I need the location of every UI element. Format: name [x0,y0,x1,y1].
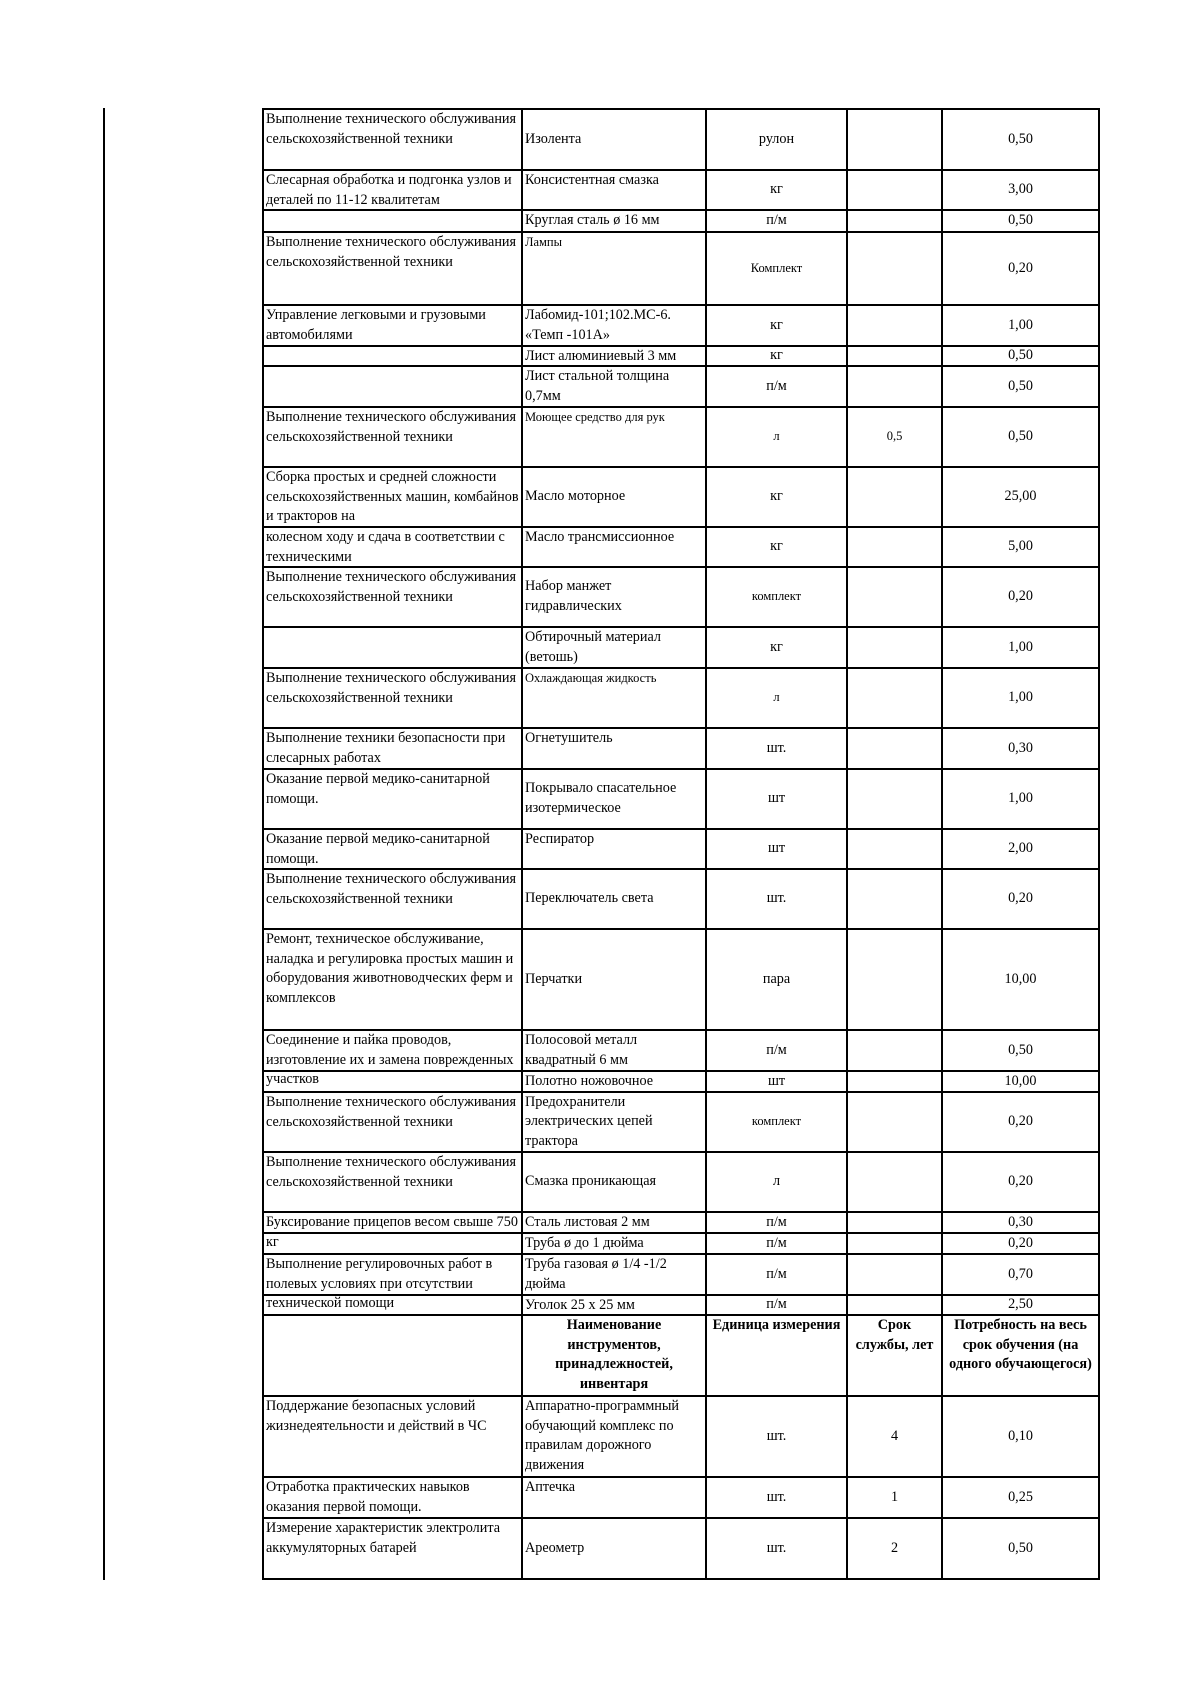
cell-text: комплект [751,1114,802,1129]
cell-text: Полотно ножовочное [525,1073,654,1089]
cell-text: п/м [766,1265,787,1282]
cell-text: 0,20 [1008,1113,1033,1130]
item-name-cell [521,306,705,345]
cell-text: Переключатель света [525,890,654,907]
cell-text: 10,00 [1004,970,1037,987]
service-life-cell [846,1031,941,1070]
service-life-cell [846,830,941,868]
activity-cell [264,528,521,566]
cell-text: шт. [766,1488,787,1505]
service-life-cell [846,110,941,169]
quantity-cell [941,1478,1098,1517]
margin-line [103,108,105,1580]
service-life-cell [846,408,941,466]
cell-text: шт. [766,890,787,907]
service-life-cell [846,468,941,526]
cell-text: 1,00 [1008,790,1033,807]
quantity-cell [941,1397,1098,1476]
quantity-cell [941,1153,1098,1211]
cell-text: шт [767,840,786,857]
cell-text: шт [767,790,786,807]
cell-text: 0,50 [1008,1539,1033,1556]
cell-text: Комплект [750,260,803,275]
activity-cell [264,1153,521,1211]
cell-text: шт [767,1072,786,1089]
activity-cell [264,306,521,345]
table-row [264,626,1098,667]
cell-text: 0,20 [1008,259,1033,276]
quantity-cell [941,1093,1098,1151]
cell-text: п/м [766,1296,787,1313]
cell-text: Поддержание безопасных условий жизнедеятельности и действий в ЧС [266,1398,487,1434]
table-row [264,1294,1098,1314]
table-row [264,406,1098,466]
cell-text: л [773,690,780,705]
cell-text: 2,00 [1008,840,1033,857]
activity-cell [264,367,521,406]
cell-text: колесном ходу и сдача в соответствии с техническими [266,529,505,565]
unit-cell [705,669,846,727]
table-row [264,110,1098,169]
table-row [264,466,1098,526]
unit-cell [705,870,846,928]
cell-text: кг [770,316,783,333]
item-name-cell [521,1478,705,1517]
item-name-cell [521,568,705,626]
cell-text: пара [762,970,791,987]
table-row [264,1232,1098,1253]
cell-text: шт. [766,1539,787,1556]
unit-cell [705,1316,846,1395]
cell-text: 0,20 [1008,588,1033,605]
unit-cell [705,1478,846,1517]
unit-cell [705,1519,846,1578]
cell-text: Оказание первой медико-санитарной помощи. [266,771,490,807]
table-row [264,566,1098,626]
quantity-cell [941,1213,1098,1232]
cell-text: Выполнение технического обслуживания сельскохозяйственной техники [266,409,517,445]
activity-cell [264,1519,521,1578]
cell-text: 0,10 [1008,1427,1033,1444]
service-life-cell [846,528,941,566]
item-name-cell [521,347,705,365]
table-row [264,1091,1098,1151]
unit-cell [705,770,846,828]
table-row [264,345,1098,365]
cell-text: шт. [766,739,787,756]
cell-text: Выполнение технического обслуживания сельскохозяйственной техники [266,871,517,907]
quantity-cell [941,669,1098,727]
unit-cell [705,347,846,365]
table-row [264,169,1098,209]
service-life-cell [846,1213,941,1232]
service-life-cell [846,1255,941,1294]
activity-cell [264,1478,521,1517]
unit-cell [705,830,846,868]
table-row [264,828,1098,868]
activity-cell [264,408,521,466]
quantity-cell [941,1072,1098,1091]
unit-cell [705,171,846,209]
cell-text: Соединение и пайка проводов, изготовление их и замена поврежденных участков [266,1032,514,1088]
activity-cell [264,1072,521,1091]
cell-text: п/м [766,1234,787,1251]
service-life-cell [846,367,941,406]
activity-cell [264,628,521,667]
unit-cell [705,367,846,406]
cell-text: рулон [758,130,795,147]
unit-cell [705,1031,846,1070]
quantity-cell [941,306,1098,345]
cell-text: 0,20 [1008,1173,1033,1190]
item-name-cell [521,408,705,466]
quantity-cell [941,408,1098,466]
item-name-cell [521,528,705,566]
unit-cell [705,729,846,768]
table-row [264,928,1098,1029]
service-life-cell [846,1519,941,1578]
cell-text: 1,00 [1008,689,1033,706]
activity-cell [264,347,521,365]
service-life-cell [846,930,941,1029]
table-row [264,1476,1098,1517]
cell-text: 5,00 [1008,538,1033,555]
cell-text: Выполнение технического обслуживания сельскохозяйственной техники [266,1094,517,1130]
quantity-cell [941,528,1098,566]
table-row [264,868,1098,928]
cell-text: Наименование инструментов, принадлежностей, инвентаря [555,1317,673,1392]
service-life-cell [846,1316,941,1395]
service-life-cell [846,1234,941,1253]
cell-text: Изолента [525,130,582,147]
item-name-cell [521,1519,705,1578]
table-row [264,231,1098,304]
cell-text: Предохранители электрических цепей трактора [525,1093,653,1149]
cell-text: Единица измерения [712,1317,841,1333]
unit-cell [705,1072,846,1091]
cell-text: Респиратор [525,831,595,847]
cell-text: кг [770,181,783,198]
service-life-cell [846,870,941,928]
cell-text: Сталь листовая 2 мм [525,1214,650,1230]
cell-text: Выполнение технического обслуживания сельскохозяйственной техники [266,1154,517,1190]
table-row [264,304,1098,345]
quantity-cell [941,1255,1098,1294]
cell-text: Ремонт, техническое обслуживание, наладка и регулировка простых машин и оборудования животноводческих ферм и комплексов [266,931,514,1006]
cell-text: Огнетушитель [525,730,613,746]
quantity-cell [941,110,1098,169]
cell-text: Слесарная обработка и подгонка узлов и деталей по 11-12 квалитетам [266,172,512,208]
activity-cell [264,1031,521,1088]
item-name-cell [521,110,705,169]
table-row [264,365,1098,406]
quantity-cell [941,930,1098,1029]
cell-text: 0,50 [1008,377,1033,394]
unit-cell [705,568,846,626]
unit-cell [705,528,846,566]
activity-cell [264,830,521,868]
cell-text: 0,50 [1008,212,1033,229]
activity-cell [264,1234,521,1253]
cell-text: 1,00 [1008,638,1033,655]
unit-cell [705,1093,846,1151]
quantity-cell [941,870,1098,928]
unit-cell [705,211,846,231]
cell-text: 0,25 [1008,1488,1033,1505]
quantity-cell [941,770,1098,828]
cell-text: 0,50 [1008,1041,1033,1058]
cell-text: 0,20 [1008,1234,1033,1251]
table-row [264,1151,1098,1211]
cell-text: 3,00 [1008,181,1033,198]
service-life-cell [846,770,941,828]
unit-cell [705,1234,846,1253]
unit-cell [705,233,846,304]
cell-text: 0,70 [1008,1265,1033,1282]
cell-text: Оказание первой медико-санитарной помощи. [266,831,490,867]
table-row [264,727,1098,768]
unit-cell [705,1397,846,1476]
quantity-cell [941,367,1098,406]
cell-text: 0,50 [1008,347,1033,364]
cell-text: кг [770,638,783,655]
item-name-cell [521,1255,705,1294]
activity-cell [264,930,521,1029]
cell-text: 1 [890,1488,899,1505]
quantity-cell [941,233,1098,304]
cell-text: комплект [751,589,802,604]
cell-text: Моющее средство для рук [525,410,665,424]
cell-text: Выполнение технического обслуживания сельскохозяйственной техники [266,234,517,270]
cell-text: 4 [890,1427,899,1444]
quantity-cell [941,1316,1098,1395]
activity-cell [264,870,521,928]
item-name-cell [521,930,705,1029]
item-name-cell [521,729,705,768]
cell-text: Буксирование прицепов весом свыше 750 кг [266,1214,518,1250]
service-life-cell [846,729,941,768]
service-life-cell [846,347,941,365]
table-row [264,526,1098,566]
service-life-cell [846,1478,941,1517]
cell-text: Лабомид-101;102.МС-6. «Темп -101А» [525,307,671,343]
cell-text: кг [770,488,783,505]
unit-cell [705,1296,846,1314]
item-name-cell [521,1213,705,1232]
cell-text: Выполнение технического обслуживания сельскохозяйственной техники [266,111,517,147]
quantity-cell [941,729,1098,768]
unit-cell [705,628,846,667]
activity-cell [264,1255,521,1312]
cell-text: Выполнение технического обслуживания сельскохозяйственной техники [266,670,517,706]
cell-text: Масло трансмиссионное [525,529,675,545]
activity-cell [264,1296,521,1314]
service-life-cell [846,1153,941,1211]
quantity-cell [941,1031,1098,1070]
item-name-cell [521,1031,705,1070]
cell-text: п/м [766,1213,787,1230]
cell-text: п/м [766,377,787,394]
quantity-cell [941,211,1098,231]
cell-text: кг [770,538,783,555]
cell-text: Полосовой металл квадратный 6 мм [525,1032,638,1068]
service-life-cell [846,1072,941,1091]
cell-text: 2,50 [1008,1296,1033,1313]
service-life-cell [846,171,941,209]
activity-cell [264,1316,521,1395]
cell-text: Лампы [525,235,563,249]
activity-cell [264,1397,521,1476]
cell-text: Лист алюминиевый 3 мм [525,348,677,364]
item-name-cell [521,233,705,304]
activity-cell [264,233,521,304]
activity-cell [264,669,521,727]
item-name-cell [521,1316,705,1395]
unit-cell [705,1255,846,1294]
service-life-cell [846,568,941,626]
activity-cell [264,211,521,231]
cell-text: п/м [766,212,787,229]
cell-text: Срок службы, лет [855,1317,934,1353]
cell-text: Отработка практических навыков оказания первой помощи. [266,1479,470,1515]
cell-text: Масло моторное [525,488,626,505]
table-row [264,667,1098,727]
table-row [264,1070,1098,1091]
cell-text: кг [770,347,783,364]
activity-cell [264,770,521,828]
service-life-cell [846,1296,941,1314]
cell-text: л [772,1173,781,1190]
item-name-cell [521,211,705,231]
cell-text: 2 [890,1539,899,1556]
unit-cell [705,306,846,345]
unit-cell [705,110,846,169]
service-life-cell [846,233,941,304]
quantity-cell [941,830,1098,868]
item-name-cell [521,367,705,406]
cell-text: Лист стальной толщина 0,7мм [525,368,670,404]
cell-text: 0,30 [1008,1213,1033,1230]
cell-text: Потребность на весь срок обучения (на одного обучающегося) [949,1317,1092,1373]
cell-text: 25,00 [1004,488,1037,505]
service-life-cell [846,1397,941,1476]
cell-text: Уголок 25 х 25 мм [525,1297,635,1313]
activity-cell [264,1093,521,1151]
item-name-cell [521,1397,705,1476]
service-life-cell [846,306,941,345]
cell-text: Сборка простых и средней сложности сельскохозяйственных машин, комбайнов и тракторов на [266,469,519,525]
cell-text: Смазка проникающая [525,1173,657,1190]
cell-text: 0,50 [1008,428,1033,445]
cell-text: Управление легковыми и грузовыми автомобилями [266,307,486,343]
service-life-cell [846,628,941,667]
quantity-cell [941,568,1098,626]
cell-text: Аппаратно-программный обучающий комплекс по правилам дорожного движения [525,1398,680,1473]
item-name-cell [521,171,705,209]
item-name-cell [521,1153,705,1211]
table-row [264,209,1098,231]
cell-text: Обтирочный материал (ветошь) [525,629,661,665]
table-row [264,1395,1098,1476]
table-row [264,1517,1098,1578]
unit-cell [705,930,846,1029]
cell-text: Труба газовая ø 1/4 -1/2 дюйма [525,1256,667,1292]
cell-text: 10,00 [1004,1072,1037,1089]
cell-text: 1,00 [1008,316,1033,333]
activity-cell [264,568,521,626]
item-name-cell [521,830,705,868]
cell-text: Выполнение техники безопасности при слесарных работах [266,730,506,766]
cell-text: Круглая сталь ø 16 мм [525,212,660,228]
activity-cell [264,729,521,768]
unit-cell [705,1153,846,1211]
cell-text: шт. [766,1427,787,1444]
unit-cell [705,408,846,466]
quantity-cell [941,1519,1098,1578]
item-name-cell [521,628,705,667]
activity-cell [264,171,521,209]
cell-text: Покрывало спасательное изотермическое [525,780,677,816]
cell-text: п/м [766,1041,787,1058]
quantity-cell [941,347,1098,365]
cell-text: 0,20 [1008,890,1033,907]
unit-cell [705,468,846,526]
item-name-cell [521,1093,705,1151]
cell-text: Перчатки [525,970,583,987]
activity-cell [264,110,521,169]
quantity-cell [941,628,1098,667]
table-header-row [264,1314,1098,1395]
cell-text: Консистентная смазка [525,172,659,188]
unit-cell [705,1213,846,1232]
quantity-cell [941,468,1098,526]
cell-text: Ареометр [525,1539,585,1556]
quantity-cell [941,1234,1098,1253]
table-row [264,768,1098,828]
cell-text: 0,5 [886,429,903,444]
item-name-cell [521,1072,705,1091]
cell-text: Набор манжет гидравлических [525,578,622,614]
cell-text: Труба ø до 1 дюйма [525,1235,644,1251]
cell-text: 0,50 [1008,130,1033,147]
cell-text: л [773,429,780,444]
item-name-cell [521,1296,705,1314]
item-name-cell [521,1234,705,1253]
quantity-cell [941,171,1098,209]
materials-table [262,108,1100,1580]
activity-cell [264,1213,521,1250]
activity-cell [264,468,521,526]
item-name-cell [521,468,705,526]
service-life-cell [846,211,941,231]
cell-text: Выполнение регулировочных работ в полевых условиях при отсутствии технической помощи [266,1256,493,1312]
item-name-cell [521,770,705,828]
service-life-cell [846,669,941,727]
quantity-cell [941,1296,1098,1314]
cell-text: 0,30 [1008,739,1033,756]
cell-text: Аптечка [525,1479,576,1495]
cell-text: Измерение характеристик электролита аккумуляторных батарей [266,1520,500,1556]
service-life-cell [846,1093,941,1151]
item-name-cell [521,870,705,928]
item-name-cell [521,669,705,727]
cell-text: Охлаждающая жидкость [525,671,657,685]
cell-text: Выполнение технического обслуживания сельскохозяйственной техники [266,569,517,605]
